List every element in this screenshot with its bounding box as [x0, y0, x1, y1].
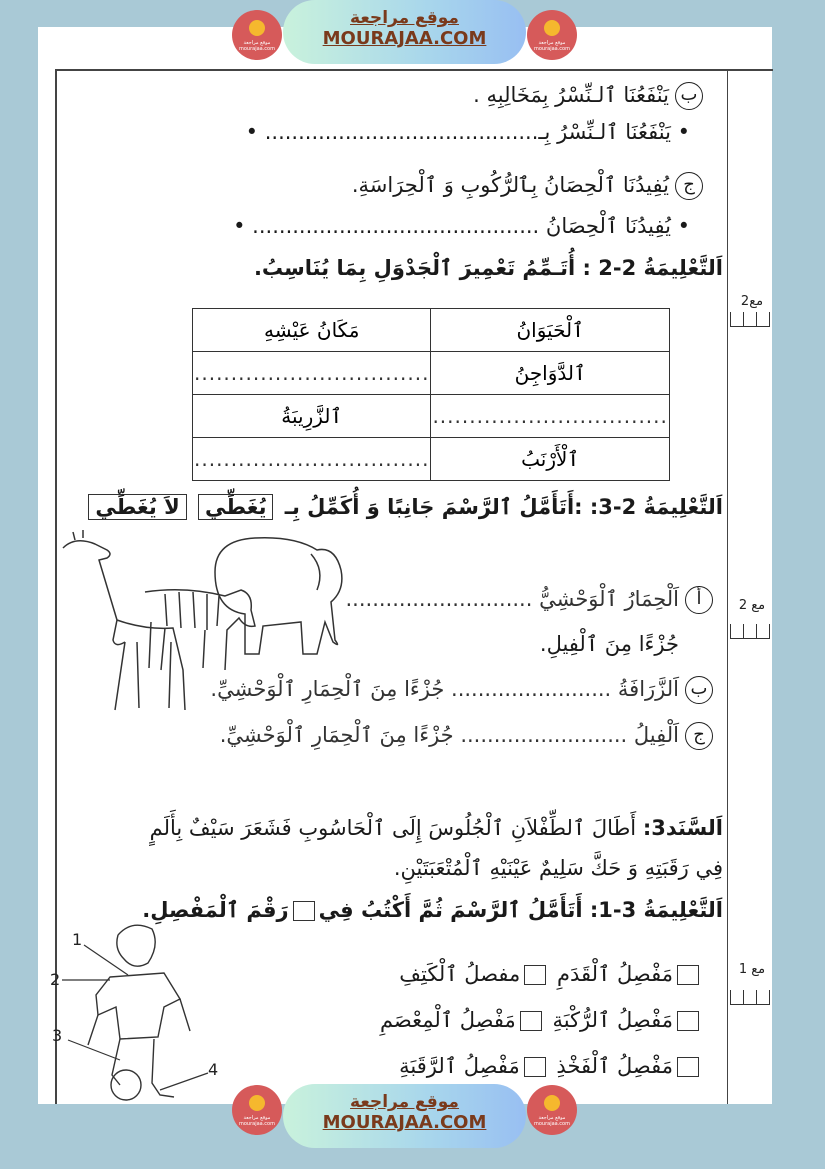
- task-2-3-item-j: جاَلْفِيلُ ......................... جُزْءًا مِنَ ٱلْحِمَارِ ٱلْوَحْشِيِّ.: [220, 722, 713, 750]
- task-2-3-item-a: أاَلْحِمَارُ ٱلْوَحْشِيُّ ............................: [346, 586, 714, 614]
- example-box: [293, 901, 315, 921]
- blank-field[interactable]: ................................: [431, 395, 669, 438]
- joint-label-1: 1: [72, 930, 83, 949]
- letter-circle: ب: [675, 82, 703, 110]
- football-player-illustration: [40, 915, 230, 1105]
- task-2-3-item-a-cont: جُزْءًا مِنَ ٱلْفِيلِ.: [539, 632, 679, 656]
- site-logo-left-bottom[interactable]: موقع مراجعة mourajaa.com: [232, 1085, 282, 1135]
- score-ticks: [730, 990, 770, 1005]
- site-banner-top[interactable]: [283, 0, 526, 64]
- score-label: مع 2: [738, 598, 766, 613]
- table-row: ٱلْأَرْنَبُ ................................: [193, 438, 670, 481]
- score-label: مع2: [740, 294, 764, 309]
- score-ticks: [730, 624, 770, 639]
- blank-field[interactable]: ................................: [193, 352, 431, 395]
- joint-label-4: 4: [208, 1060, 219, 1079]
- joint-label-3: 3: [52, 1026, 63, 1045]
- table-row: ................................ ٱلزَّرِيبَةُ: [193, 395, 670, 438]
- support-3-line1: اَلسَّنَد3: أَطَالَ ٱلطِّفْلاَنِ ٱلْجُلُوسَ إِلَى ٱلْحَاسُوبِ فَشَعَرَ سَيْفٌ بِأَلَمٍ: [149, 816, 723, 840]
- score-label: مع 1: [738, 962, 766, 977]
- joint-label-2: 2: [50, 970, 61, 989]
- joint-option-row: مَفْصِلُ ٱلْقَدَمِ مفصلُ ٱلْكَتِفِ: [399, 962, 703, 986]
- item-j-sentence: جيُفِيدُنَا ٱلْحِصَانُ بِٱلرُّكُوبِ وَ ٱلْحِرَاسَةِ.: [352, 172, 703, 200]
- option-covers: يُغَطِّي: [198, 494, 273, 520]
- letter-circle: ج: [675, 172, 703, 200]
- table-row: ٱلدَّوَاجِنُ ................................: [193, 352, 670, 395]
- task-3-1-title: اَلتَّعْلِيمَةُ 3-1: أَتَأَمَّلُ ٱلرَّسْمَ ثُمَّ أَكْتُبُ فِيرَقْمَ ٱلْمَفْصِلِ.: [142, 898, 723, 922]
- item-b-sentence: بيَنْفَعُنَا ٱلـنِّسْرُ بِمَخَالِبِهِ .: [473, 82, 703, 110]
- task-2-2-title: اَلتَّعْلِيمَةُ 2-2 : أُتَـمِّمُ تَعْمِيرَ ٱلْجَدْوَلِ بِمَا يُنَاسِبُ.: [253, 256, 723, 280]
- joint-option-row: مَفْصِلُ ٱلْفَخْذِ مَفْصِلُ ٱلرَّقَبَةِ: [399, 1054, 703, 1078]
- answer-box[interactable]: [677, 1057, 699, 1077]
- site-logo-left[interactable]: موقع مراجعة mourajaa.com: [232, 10, 282, 60]
- site-logo-right[interactable]: موقع مراجعة mourajaa.com: [527, 10, 577, 60]
- answer-box[interactable]: [524, 1057, 546, 1077]
- blank-field[interactable]: ................................: [193, 438, 431, 481]
- banner-arabic: موقع مراجعة: [350, 8, 459, 28]
- animal-habitat-table: [192, 308, 670, 481]
- option-not-covers: لاَ يُغَطِّي: [88, 494, 186, 520]
- answer-box[interactable]: [677, 965, 699, 985]
- banner-latin: MOURAJAA.COM: [322, 28, 487, 49]
- support-3-line2: فِي رَقَبَتِهِ وَ حَكَّ سَلِيمٌ عَيْنَيْهِ ٱلْمُتْعَبَتَيْنِ.: [393, 856, 723, 880]
- task-2-3-title: اَلتَّعْلِيمَةُ 2-3: :أَتَأَمَّلُ ٱلرَّسْمَ جَانِبًا وَ أُكَمِّلُ بِـ يُغَطِّي لاَ يُغَطِّي: [88, 494, 723, 520]
- answer-box[interactable]: [677, 1011, 699, 1031]
- site-banner-bottom[interactable]: موقع مراجعة MOURAJAA.COM: [283, 1084, 526, 1148]
- score-ticks: [730, 312, 770, 327]
- joint-option-row: مَفْصِلُ ٱلرُّكْبَةِ مَفْصِلُ ٱلْمِعْصَمِ: [380, 1008, 703, 1032]
- item-j-completion: • يُفِيدُنَا ٱلْحِصَانُ ........................................... •: [233, 214, 690, 238]
- table-header-row: ٱلْحَيَوَانُ مَكَانُ عَيْشِهِ: [193, 309, 670, 352]
- answer-box[interactable]: [524, 965, 546, 985]
- site-logo-right-bottom[interactable]: موقع مراجعة mourajaa.com: [527, 1085, 577, 1135]
- task-2-3-item-b: باَلزَّرَافَةُ ........................ جُزْءًا مِنَ ٱلْحِمَارِ ٱلْوَحْشِيِّ.: [210, 676, 713, 704]
- item-b-completion: • يَنْفَعُنَا ٱلـنِّسْرُ بِـ......................................... •: [245, 120, 690, 144]
- answer-box[interactable]: [520, 1011, 542, 1031]
- score-margin-divider: [727, 69, 728, 1104]
